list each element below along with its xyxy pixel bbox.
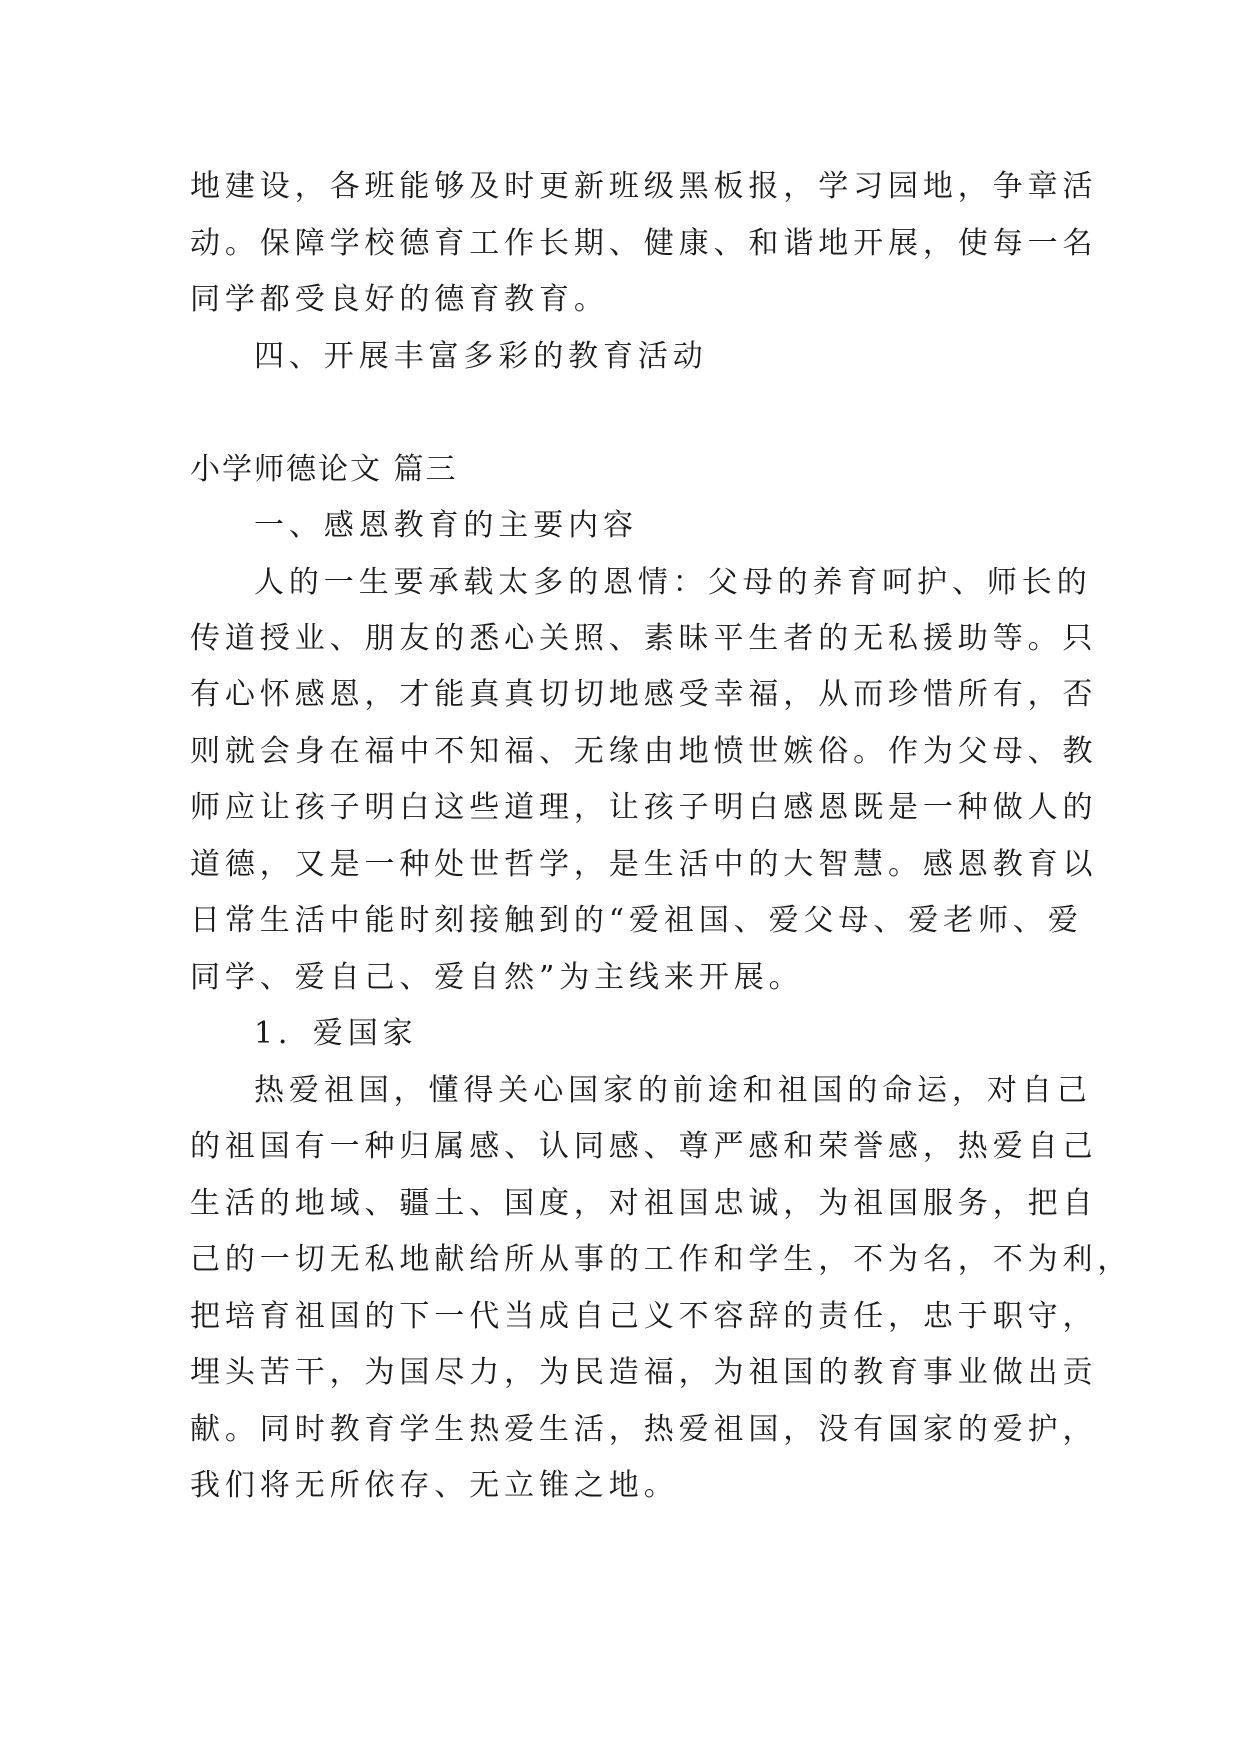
body-text-line: 传道授业、朋友的悉心关照、素昧平生者的无私援助等。只: [190, 621, 1098, 656]
body-text-line: 地建设，各班能够及时更新班级黑板报，学习园地，争章活: [190, 169, 1098, 204]
body-text-line: 日常生活中能时刻接触到的“爱祖国、爱父母、爱老师、爱: [190, 903, 1083, 938]
body-text-line: 有心怀感恩，才能真真切切地感受幸福，从而珍惜所有，否: [190, 677, 1098, 712]
section-heading: 一、感恩教育的主要内容: [254, 508, 638, 543]
body-text-line: 同学都受良好的德育教育。: [190, 282, 609, 317]
body-text-line: 我们将无所依存、无立锥之地。: [190, 1468, 679, 1503]
body-text-line: 埋头苦干，为国尽力，为民造福，为祖国的教育事业做出贡: [190, 1355, 1098, 1390]
body-text-line: 则就会身在福中不知福、无缘由地愤世嫉俗。作为父母、教: [190, 734, 1098, 769]
body-text-line: 己的一切无私地献给所从事的工作和学生，不为名，不为利，: [190, 1242, 1133, 1277]
article-title: 小学师德论文 篇三: [190, 452, 458, 487]
body-text-line: 献。同时教育学生热爱生活，热爱祖国，没有国家的爱护，: [190, 1412, 1098, 1447]
body-text-line: 热爱祖国，懂得关心国家的前途和祖国的命运，对自己: [254, 1073, 1092, 1108]
section-heading: 四、开展丰富多彩的教育活动: [254, 339, 708, 374]
subsection-heading: 1．爱国家: [254, 1016, 418, 1051]
body-text-line: 人的一生要承载太多的恩情：父母的养育呵护、师长的: [254, 565, 1092, 600]
body-text-line: 把培育祖国的下一代当成自己义不容辞的责任，忠于职守，: [190, 1299, 1098, 1334]
body-text-line: 道德，又是一种处世哲学，是生活中的大智慧。感恩教育以: [190, 847, 1098, 882]
body-text-line: 师应让孩子明白这些道理，让孩子明白感恩既是一种做人的: [190, 790, 1098, 825]
body-text-line: 动。保障学校德育工作长期、健康、和谐地开展，使每一名: [190, 226, 1098, 261]
body-text-line: 生活的地域、疆土、国度，对祖国忠诚，为祖国服务，把自: [190, 1186, 1098, 1221]
body-text-line: 同学、爱自己、爱自然”为主线来开展。: [190, 960, 804, 995]
body-text-line: 的祖国有一种归属感、认同感、尊严感和荣誉感，热爱自己: [190, 1129, 1098, 1164]
